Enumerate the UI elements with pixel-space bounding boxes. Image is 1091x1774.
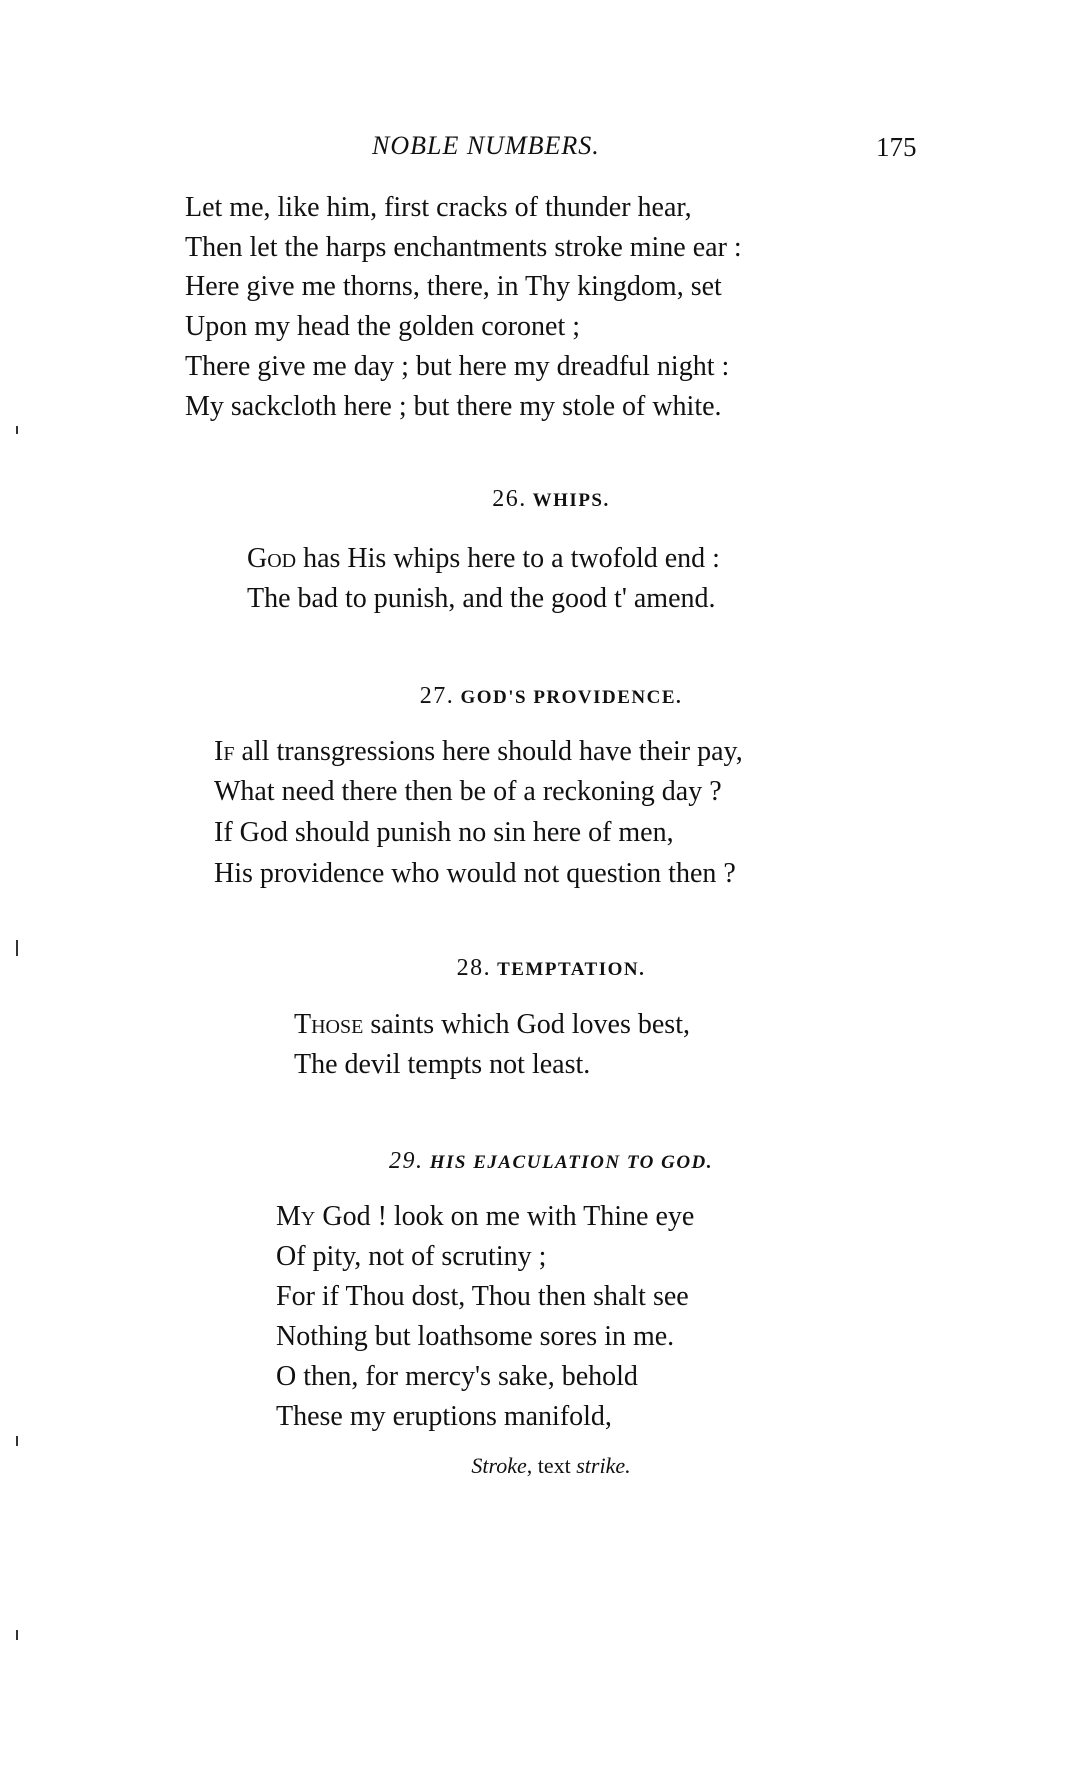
poem-title-text: WHIPS. — [532, 490, 610, 511]
verse-line: These my eruptions manifold, — [276, 1401, 612, 1432]
page-number: 175 — [876, 132, 917, 162]
verse-line: Nothing but loathsome sores in me. — [276, 1321, 675, 1352]
verse-line — [247, 539, 720, 579]
verse-line: There give me day ; but here my dreadful night : — [185, 351, 730, 382]
poem-number: 27. — [419, 683, 455, 709]
footnote — [471, 1453, 630, 1479]
poem-title — [389, 1148, 713, 1175]
verse-line: For if Thou dost, Thou then shalt see — [276, 1281, 689, 1312]
verse-text: all transgressions here should have their pay, — [234, 736, 743, 767]
poem-title-text: HIS EJACULATION TO GOD. — [429, 1152, 714, 1173]
initial-word: If — [214, 736, 235, 767]
initial-word: My — [276, 1201, 316, 1232]
verse-line — [294, 1005, 690, 1045]
poem-number: 26. — [492, 486, 527, 512]
scan-mark — [16, 1436, 18, 1446]
verse-text: has His whips here to a twofold end : — [296, 543, 720, 574]
verse-line: Of pity, not of scrutiny ; — [276, 1241, 547, 1272]
poem-title — [420, 683, 683, 710]
poem-number: 29. — [388, 1148, 424, 1174]
verse-line — [276, 1197, 694, 1237]
verse-text: God ! look on me with Thine eye — [315, 1201, 695, 1232]
verse-line: My sackcloth here ; but there my stole of white. — [185, 391, 722, 422]
footnote-alt: strike. — [576, 1453, 631, 1478]
poem-title — [457, 955, 646, 982]
poem-title — [492, 486, 610, 513]
scan-mark — [16, 426, 18, 434]
verse-line: His providence who would not question then ? — [214, 858, 736, 889]
scan-mark — [16, 940, 18, 956]
poem-title-text: TEMPTATION. — [497, 959, 646, 980]
verse-line — [214, 732, 743, 772]
verse-line: The bad to punish, and the good t' amend. — [247, 583, 716, 614]
verse-line: Upon my head the golden coronet ; — [185, 311, 581, 342]
verse-line: O then, for mercy's sake, behold — [276, 1361, 638, 1392]
verse-line: Then let the harps enchantments stroke mine ear : — [185, 232, 742, 263]
verse-line: The devil tempts not least. — [294, 1049, 591, 1080]
initial-word: Those — [294, 1009, 364, 1040]
footnote-text: , text — [526, 1453, 577, 1478]
poem-number: 28. — [456, 955, 492, 981]
footnote-word: Stroke — [471, 1453, 527, 1478]
scan-mark — [16, 1630, 18, 1640]
verse-line: If God should punish no sin here of men, — [214, 817, 674, 848]
initial-word: God — [247, 543, 297, 574]
poem-title-text: GOD'S PROVIDENCE. — [460, 687, 683, 708]
verse-line: Here give me thorns, there, in Thy kingdom, set — [185, 271, 722, 302]
verse-text: saints which God loves best, — [363, 1009, 690, 1040]
verse-line: What need there then be of a reckoning day ? — [214, 776, 722, 807]
verse-line: Let me, like him, first cracks of thunder hear, — [185, 192, 692, 223]
running-head: NOBLE NUMBERS. — [372, 131, 600, 160]
